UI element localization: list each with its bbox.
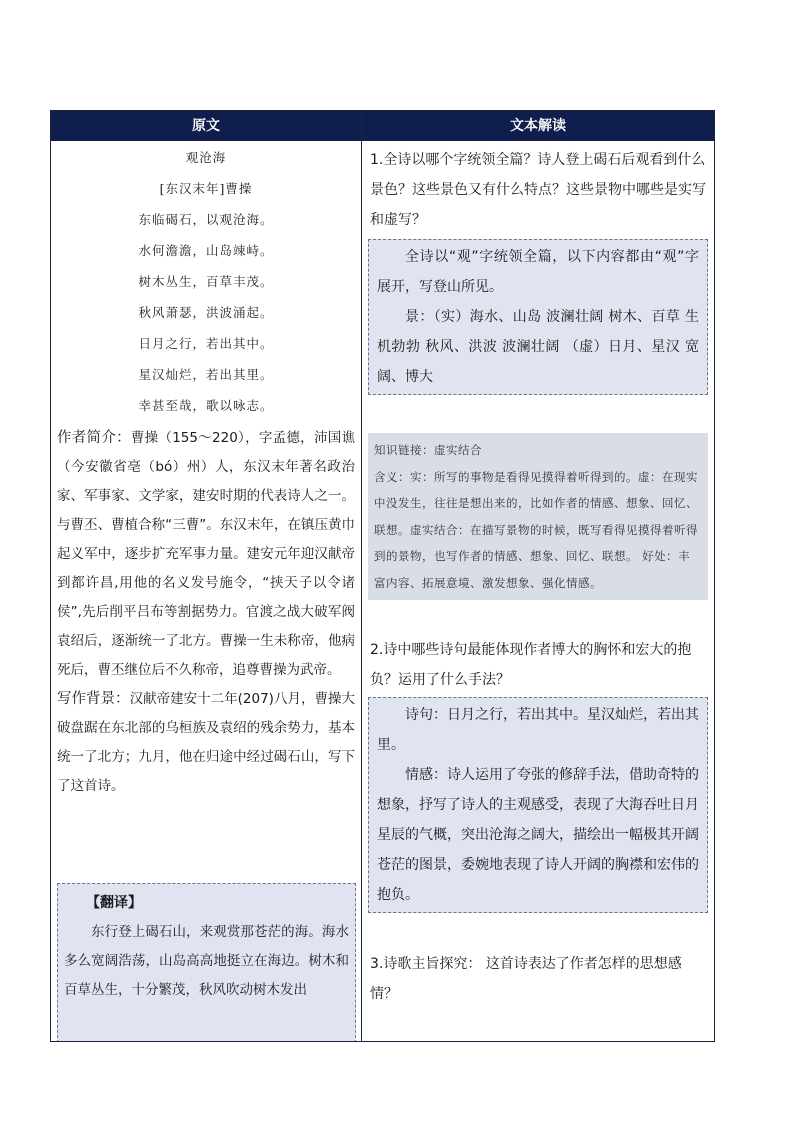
background-label: 写作背景：	[57, 691, 130, 707]
translation-text: 东行登上碣石山，来观赏那苍茫的海。海水多么宽阔浩荡，山岛高高地挺立在海边。树木和百草丛生，十分繁茂，秋风吹动树木发出	[64, 924, 349, 998]
writing-background	[51, 685, 361, 801]
translation-box	[57, 883, 356, 1042]
poem-line: 水何澹澹，山岛竦峙。	[138, 243, 274, 258]
poem-line: 日月之行，若出其中。	[138, 336, 274, 351]
question-1: 1.全诗以哪个字统领全篇？诗人登上碣石后观看到什么景色？这些景色又有什么特点？这些景物中哪些是实写和虚写？	[370, 152, 706, 228]
question-2: 2.诗中哪些诗句最能体现作者博大的胸怀和宏大的抱负？运用了什么手法？	[370, 642, 692, 688]
interpretation-column	[362, 141, 714, 1009]
poem-line: 树木丛生，百草丰茂。	[138, 274, 274, 289]
poem-line: 幸甚至哉，歌以咏志。	[138, 398, 274, 413]
knowledge-text: 知识链接：虚实结合 含义：实：所写的事物是看得见摸得着听得到的。虚：在现实中没发生，往往是想出来的，比如作者的情感、想象、回忆、联想。虚实结合：在描写景物的时候，既写看得见摸得着听得到的景物，也写作者的情感、想象、回忆、联想。 好处：丰富内容、拓展意境、激发想象、强化情感。	[374, 443, 698, 590]
answer-box-1	[368, 239, 708, 395]
poem-line: 星汉灿烂，若出其里。	[138, 367, 274, 382]
knowledge-link-box	[368, 433, 708, 600]
answer-1-part-1: 全诗以“观”字统领全篇，以下内容都由“观”字展开，写登山所见。	[377, 249, 699, 295]
poem-author: [东汉末年]曹操	[159, 181, 253, 196]
poem-line: 秋风萧瑟，洪波涌起。	[138, 305, 274, 320]
content-table	[50, 110, 715, 1042]
author-intro-text: 曹操（155～220），字孟德，沛国谯（今安徽省亳（bó）州）人，东汉末年著名政治家、军事家、文学家，建安时期的代表诗人之一。与曹丕、曹植合称“三曹”。东汉末年，在镇压黄巾起义军中，逐步扩充军事力量。建安元年迎汉献帝到都许昌,用他的名义发号施令，“挟天子以令诸侯”,先后削平吕布等割据势力。官渡之战大破军阀袁绍后，逐渐统一了北方。曹操一生未称帝，他病死后，曹丕继位后不久称帝，追尊曹操为武帝。	[57, 430, 355, 678]
table-header	[51, 111, 714, 141]
poem-title: 观沧海	[185, 150, 227, 165]
answer-2-part-2: 情感：诗人运用了夸张的修辞手法，借助奇特的想象，抒写了诗人的主观感受，表现了大海吞吐日月星辰的气概，突出沧海之阔大，描绘出一幅极其开阔苍茫的图景，委婉地表现了诗人开阔的胸襟和宏伟的抱负。	[377, 767, 699, 903]
answer-box-2	[368, 697, 708, 913]
original-text-column	[51, 141, 361, 998]
poem	[51, 141, 361, 421]
background-text: 汉献帝建安十二年(207)八月，曹操大破盘踞在东北部的乌桓族及袁绍的残余势力，基本统一了北方；九月，他在归途中经过碣石山，写下了这首诗。	[57, 691, 356, 794]
translation-title: 【翻译】	[86, 895, 142, 911]
question-3: 3.诗歌主旨探究： 这首诗表达了作者怎样的思想感情？	[370, 956, 682, 1002]
answer-1-part-2: 景：（实）海水、山岛 波澜壮阔 树木、百草 生机勃勃 秋风、洪波 波澜壮阔 （虚）日月、星汉 宽阔、博大	[377, 309, 699, 385]
answer-2-part-1: 诗句：日月之行，若出其中。星汉灿烂，若出其里。	[377, 707, 699, 753]
poem-line: 东临碣石，以观沧海。	[138, 212, 274, 227]
header-original-text: 原文	[192, 118, 220, 134]
author-intro	[51, 424, 361, 685]
author-intro-label: 作者简介：	[57, 430, 131, 446]
header-text-interpretation: 文本解读	[510, 118, 566, 134]
